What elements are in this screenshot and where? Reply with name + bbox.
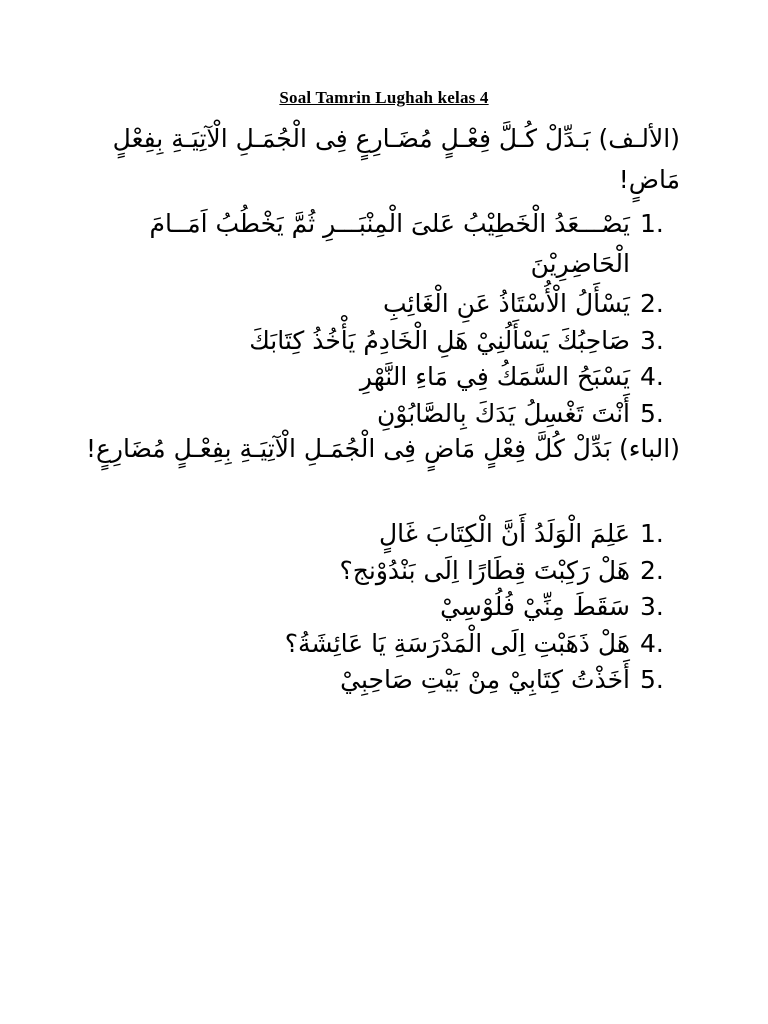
list-item <box>80 286 680 323</box>
item-text: يَسْبَحُ السَّمَكُ فِي مَاءِ النَّهْرِ <box>359 362 630 391</box>
list-item <box>80 359 680 396</box>
item-number: 2. <box>640 289 664 318</box>
list-item <box>80 516 680 553</box>
list-item <box>80 662 680 699</box>
document-title: Soal Tamrin Lughah kelas 4 <box>279 88 489 107</box>
item-number: 4. <box>640 628 664 658</box>
item-text: هَلْ رَكِبْتَ قِطَارًا اِلَى بَنْدُوْنج؟ <box>339 555 630 585</box>
section-b-instruction: (الباء) بَدِّلْ كُلَّ فِعْلٍ مَاضٍ فِى الْجُمَـلِ الْآتِيَـةِ بِفِعْـلٍ مُضَارِعٍ! <box>85 434 680 463</box>
list-item <box>80 626 680 663</box>
item-text: يَصْـــعَدُ الْخَطِيْبُ عَلىَ الْمِنْبَـــرِ ثُمَّ يَخْطُبُ اَمَــامَ الْحَاضِرِيْنَ <box>149 209 630 278</box>
item-number: 1. <box>640 209 664 238</box>
item-number: 5. <box>640 398 664 428</box>
item-number: 3. <box>640 325 664 355</box>
item-text: هَلْ ذَهَبْتِ اِلَى الْمَدْرَسَةِ يَا عَائِشَةُ؟ <box>284 628 630 658</box>
list-item <box>80 204 680 284</box>
item-number: 1. <box>640 519 664 548</box>
section-b-list <box>80 516 680 699</box>
section-a-list <box>80 204 680 432</box>
item-number: 2. <box>640 555 664 585</box>
list-item <box>80 323 680 360</box>
list-item <box>80 589 680 626</box>
item-text: سَقَطَ مِنِّيْ فُلُوْسِيْ <box>440 592 630 621</box>
item-number: 4. <box>640 362 664 391</box>
item-text: عَلِمَ الْوَلَدُ أَنَّ الْكِتَابَ غَالٍ <box>378 519 630 548</box>
list-item <box>80 396 680 433</box>
item-number: 3. <box>640 592 664 621</box>
item-text: يَسْأَلُ الْأُسْتَاذُ عَنِ الْغَائِبِ <box>382 289 630 318</box>
list-item <box>80 553 680 590</box>
item-text: أَخَذْتُ كِتَابِيْ مِنْ بَيْتِ صَاحِبِيْ <box>340 665 630 694</box>
item-text: أَنْتَ تَغْسِلُ يَدَكَ بِالصَّابُوْنِ <box>377 398 630 428</box>
item-text: صَاحِبُكَ يَسْأَلُنِيْ هَلِ الْخَادِمُ يَأْخُذُ كِتَابَكَ <box>249 325 630 355</box>
section-a-instruction: (الألـف) بَـدِّلْ كُـلَّ فِعْـلٍ مُضَـارِعٍ فِى الْجُمَـلِ الْآتِيَـةِ بِفِعْلٍ مَاضٍ! <box>112 124 680 194</box>
item-number: 5. <box>640 665 664 694</box>
